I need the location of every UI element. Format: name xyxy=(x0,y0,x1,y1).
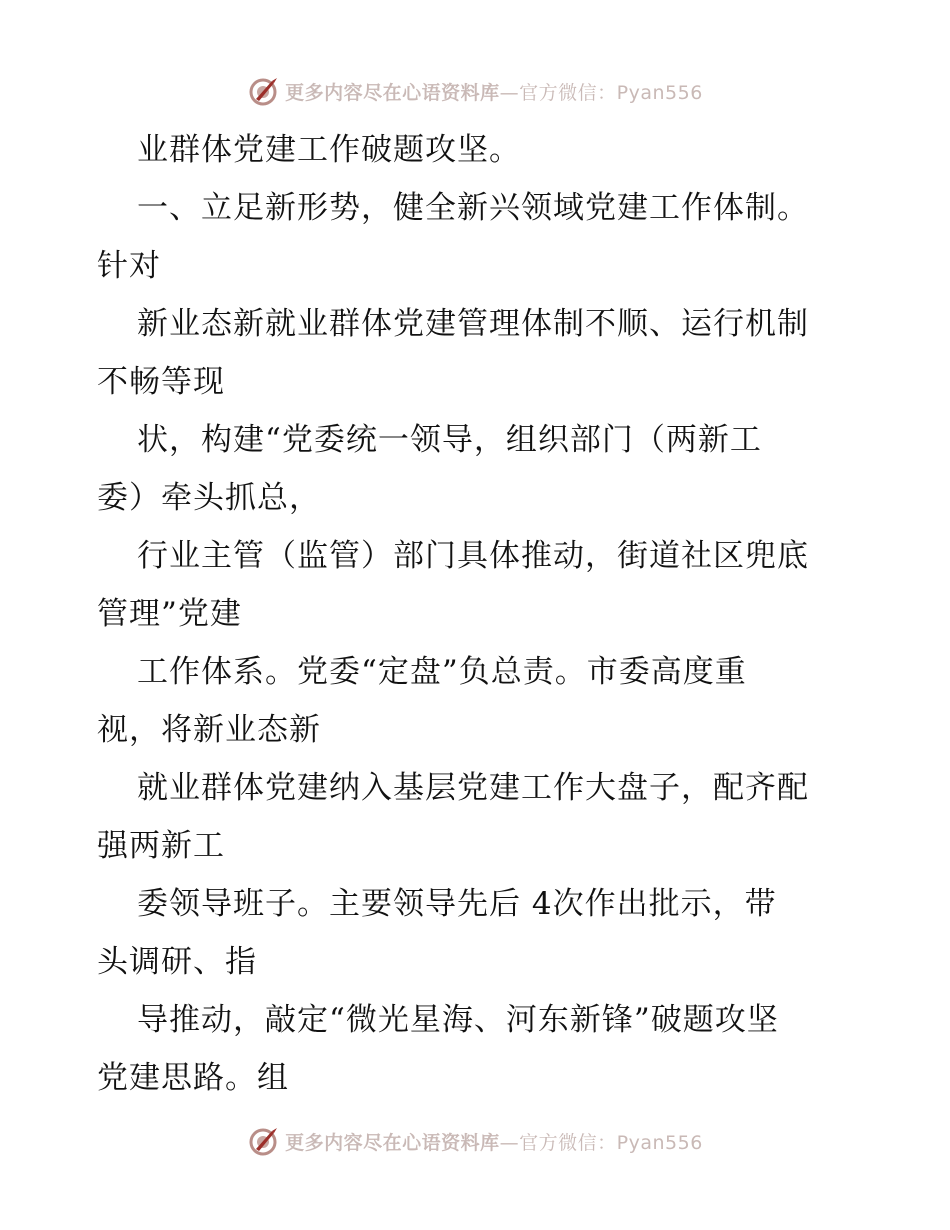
watermark-wechat: 官方微信：Pyan556 xyxy=(519,1131,703,1154)
watermark-text xyxy=(285,1128,703,1155)
text-line: 强两新工 xyxy=(97,828,225,864)
text-line: 管理”党建 xyxy=(97,596,242,632)
watermark-banner-top xyxy=(0,71,950,111)
watermark-banner-bottom xyxy=(0,1121,950,1161)
quill-circle-logo-icon xyxy=(247,1125,279,1157)
watermark-site-name: 更多内容尽在心语资料库 xyxy=(285,81,500,104)
text-line: 导推动，敲定“微光星海、河东新锋”破题攻坚 xyxy=(137,1002,779,1038)
watermark-site-name: 更多内容尽在心语资料库 xyxy=(285,1131,500,1154)
text-line: 党建思路。组 xyxy=(97,1060,289,1096)
watermark-group xyxy=(247,75,703,107)
text-line: 行业主管（监管）部门具体推动，街道社区兜底 xyxy=(137,538,809,574)
text-line: 视，将新业态新 xyxy=(97,712,321,748)
text-line: 就业群体党建纳入基层党建工作大盘子，配齐配 xyxy=(137,770,809,806)
text-line: 头调研、指 xyxy=(97,944,257,980)
quill-circle-logo-icon xyxy=(247,75,279,107)
watermark-dash: — xyxy=(499,1131,520,1154)
watermark-wechat: 官方微信：Pyan556 xyxy=(519,81,703,104)
text-line: 委领导班子。主要领导先后 4次作出批示，带 xyxy=(137,886,777,922)
text-line: 委）牵头抓总， xyxy=(97,480,321,516)
text-line: 工作体系。党委“定盘”负总责。市委高度重 xyxy=(137,654,747,690)
text-line: 新业态新就业群体党建管理体制不顺、运行机制 xyxy=(137,306,809,342)
document-body xyxy=(97,128,857,1114)
text-line: 针对 xyxy=(97,248,161,284)
watermark-group xyxy=(247,1125,703,1157)
text-line: 状，构建“党委统一领导，组织部门（两新工 xyxy=(137,422,762,458)
text-line: 一、立足新形势，健全新兴领域党建工作体制。 xyxy=(137,190,809,226)
watermark-text xyxy=(285,78,703,105)
text-line: 不畅等现 xyxy=(97,364,225,400)
text-line: 业群体党建工作破题攻坚。 xyxy=(137,132,521,168)
watermark-dash: — xyxy=(499,81,520,104)
